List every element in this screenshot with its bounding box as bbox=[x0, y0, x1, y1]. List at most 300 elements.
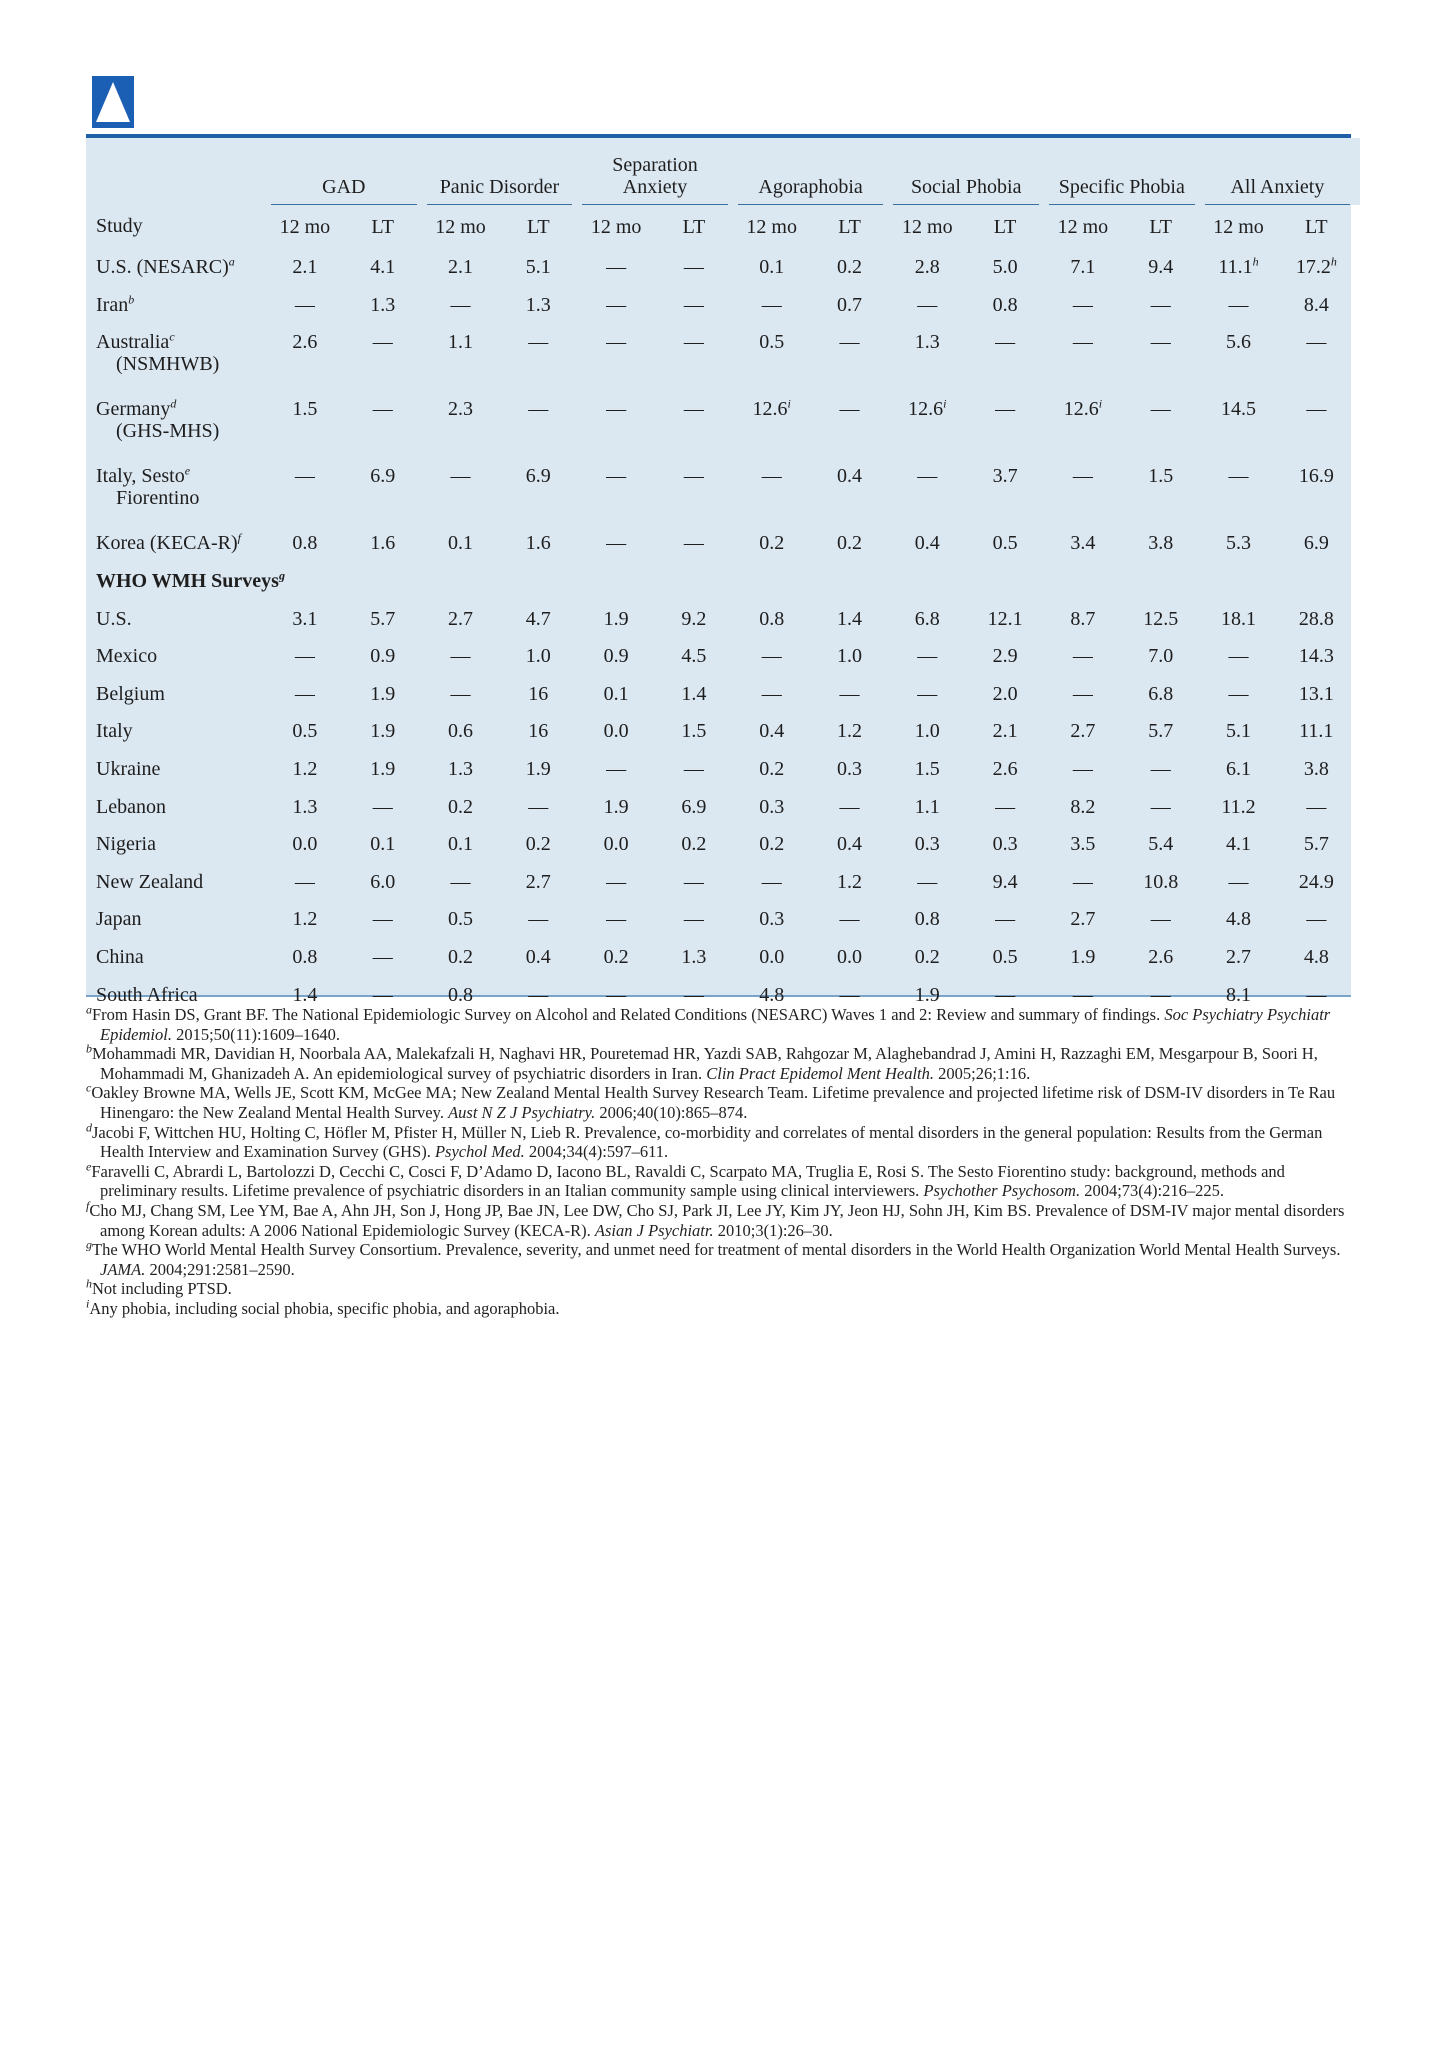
value-cell bbox=[655, 751, 733, 789]
cell-value: 12.5 bbox=[1143, 607, 1179, 630]
cell-value: — bbox=[294, 465, 315, 488]
footnote-mark: b bbox=[128, 292, 135, 307]
cell-value: 2.1 bbox=[992, 720, 1018, 743]
cell-value: — bbox=[683, 465, 704, 488]
value-cell bbox=[811, 638, 889, 676]
cell-value: — bbox=[606, 256, 627, 279]
footnote-tail: 2006;40(10):865–874. bbox=[595, 1102, 748, 1122]
cell-value: 6.9 bbox=[1303, 532, 1329, 555]
value-cell bbox=[344, 788, 422, 826]
value-cell bbox=[811, 751, 889, 789]
cell-value: 7.0 bbox=[1148, 645, 1174, 668]
cell-value: — bbox=[528, 908, 549, 931]
footnote-item bbox=[86, 1041, 1356, 1083]
footnote-text: Faravelli C, Abrardi L, Bartolozzi D, Cecchi C, Cosci F, D’Adamo D, Iacono BL, Ravaldi C, Scarpato MA, Truglia E, Rosi S. The Sesto Fiorentino study: background, methods and preliminary results. Lifetime prevalence of psychiatric disorders in an Italian community sample using clinical interviewers. bbox=[91, 1161, 1285, 1201]
cell-value: — bbox=[1072, 331, 1093, 354]
value-cell bbox=[655, 324, 733, 391]
value-cell bbox=[422, 287, 500, 325]
value-cell bbox=[811, 525, 889, 563]
study-cell bbox=[86, 391, 266, 458]
value-cell bbox=[266, 600, 344, 638]
value-cell bbox=[266, 525, 344, 563]
value-cell bbox=[1200, 525, 1278, 563]
cell-value: — bbox=[528, 331, 549, 354]
cell-value: 13.1 bbox=[1298, 682, 1334, 705]
cell-value: — bbox=[606, 758, 627, 781]
value-cell bbox=[1277, 600, 1355, 638]
cell-value: 0.5 bbox=[992, 532, 1018, 555]
value-cell bbox=[422, 713, 500, 751]
value-cell bbox=[811, 864, 889, 902]
cell-value: — bbox=[761, 682, 782, 705]
value-cell bbox=[499, 391, 577, 458]
cell-value: 1.9 bbox=[1070, 946, 1096, 969]
value-cell bbox=[1277, 249, 1355, 287]
table-row bbox=[86, 713, 1355, 751]
value-cell bbox=[811, 826, 889, 864]
cell-value: 0.4 bbox=[759, 720, 785, 743]
study-cell bbox=[86, 287, 266, 325]
cell-value: 0.7 bbox=[837, 293, 862, 316]
value-cell bbox=[1122, 751, 1200, 789]
footnote-text: Cho MJ, Chang SM, Lee YM, Bae A, Ahn JH, Son J, Hong JP, Bae JN, Lee DW, Cho SJ, Park JI, Lee JY, Kim JY, Jeon HJ, Sohn JH, Kim BS. Prevalence of DSM-IV major mental disorders among Korean adults: A 2006 National Epidemiologic Survey (KECA-R). bbox=[89, 1200, 1345, 1240]
cell-value: — bbox=[995, 795, 1016, 818]
cell-value: 1.9 bbox=[914, 983, 940, 1006]
cell-value: 5.4 bbox=[1148, 833, 1174, 856]
subheader-12mo: 12 mo bbox=[1213, 215, 1264, 238]
study-cell bbox=[86, 324, 266, 391]
cell-value: — bbox=[917, 645, 938, 668]
value-cell bbox=[966, 901, 1044, 939]
cell-value: 0.8 bbox=[447, 983, 473, 1006]
cell-value: 4.8 bbox=[759, 983, 785, 1006]
value-cell bbox=[499, 287, 577, 325]
study-name: Iran bbox=[96, 293, 129, 316]
table-row bbox=[86, 525, 1355, 563]
study-name: Lebanon bbox=[96, 795, 166, 818]
cell-value: 2.8 bbox=[914, 256, 940, 279]
section-row bbox=[86, 563, 1355, 601]
value-cell bbox=[888, 458, 966, 525]
study-cell bbox=[86, 826, 266, 864]
subheader-12mo: 12 mo bbox=[1057, 215, 1109, 238]
cell-value: 28.8 bbox=[1298, 607, 1334, 630]
footnote-mark: i bbox=[943, 396, 947, 411]
cell-value: 4.7 bbox=[525, 607, 551, 630]
value-cell bbox=[577, 788, 655, 826]
cell-value: — bbox=[839, 908, 860, 931]
cell-value: 1.6 bbox=[525, 532, 551, 555]
value-cell bbox=[422, 864, 500, 902]
value-cell bbox=[733, 939, 811, 977]
section-label: WHO WMH Surveys bbox=[96, 570, 279, 593]
value-cell bbox=[811, 600, 889, 638]
table-row bbox=[86, 600, 1355, 638]
value-cell bbox=[811, 287, 889, 325]
cell-value: 1.9 bbox=[370, 682, 396, 705]
value-cell bbox=[266, 788, 344, 826]
value-cell bbox=[266, 287, 344, 325]
value-cell bbox=[966, 324, 1044, 391]
value-cell bbox=[577, 939, 655, 977]
cell-value: 1.3 bbox=[447, 758, 473, 781]
cell-value: — bbox=[372, 946, 393, 969]
footnote-journal: Psychol Med. bbox=[434, 1142, 525, 1162]
cell-value: 16.9 bbox=[1298, 465, 1334, 488]
table-body bbox=[86, 249, 1355, 1014]
value-cell bbox=[1277, 287, 1355, 325]
value-cell bbox=[733, 864, 811, 902]
value-cell bbox=[266, 826, 344, 864]
cell-value: — bbox=[1306, 908, 1327, 931]
cell-value: — bbox=[683, 331, 704, 354]
table-row bbox=[86, 826, 1355, 864]
value-cell bbox=[577, 864, 655, 902]
value-cell bbox=[811, 788, 889, 826]
value-cell bbox=[733, 713, 811, 751]
value-cell bbox=[1277, 788, 1355, 826]
value-cell bbox=[733, 676, 811, 714]
cell-value: — bbox=[683, 256, 704, 279]
value-cell bbox=[1122, 525, 1200, 563]
value-cell bbox=[1122, 676, 1200, 714]
value-cell bbox=[1200, 600, 1278, 638]
value-cell bbox=[1200, 324, 1278, 391]
cell-value: 0.0 bbox=[603, 833, 629, 856]
value-cell bbox=[422, 788, 500, 826]
cell-value: 17.2 bbox=[1295, 256, 1331, 279]
table-row bbox=[86, 324, 1355, 391]
cell-value: 5.7 bbox=[1303, 833, 1329, 856]
table-row bbox=[86, 788, 1355, 826]
cell-value: 2.7 bbox=[447, 607, 473, 630]
cell-value: 0.2 bbox=[603, 946, 629, 969]
cell-value: 0.2 bbox=[447, 946, 473, 969]
value-cell bbox=[1277, 864, 1355, 902]
cell-value: — bbox=[761, 870, 782, 893]
chapter-logo-icon bbox=[92, 76, 134, 128]
cell-value: 5.1 bbox=[1226, 720, 1251, 743]
study-name: Australia bbox=[96, 331, 170, 354]
cell-value: 1.6 bbox=[370, 532, 396, 555]
cell-value: 0.1 bbox=[759, 256, 785, 279]
footnote-item bbox=[86, 1237, 1356, 1279]
cell-value: — bbox=[1150, 983, 1171, 1006]
footnote-mark: h bbox=[1252, 254, 1259, 269]
subheader-lt: LT bbox=[1149, 215, 1173, 238]
footnote-tail: 2004;73(4):216–225. bbox=[1080, 1181, 1225, 1201]
cell-value: 16 bbox=[528, 682, 549, 705]
value-cell bbox=[733, 751, 811, 789]
cell-value: 1.2 bbox=[837, 870, 862, 893]
cell-value: — bbox=[995, 908, 1016, 931]
cell-value: 0.0 bbox=[292, 833, 318, 856]
subheader-12mo: 12 mo bbox=[746, 215, 797, 238]
cell-value: 7.1 bbox=[1070, 256, 1096, 279]
cell-value: — bbox=[606, 532, 627, 555]
value-cell bbox=[422, 676, 500, 714]
cell-value: 1.5 bbox=[1148, 465, 1174, 488]
subheader-12mo: 12 mo bbox=[590, 215, 642, 238]
subheader-lt: LT bbox=[993, 215, 1017, 238]
table-row bbox=[86, 939, 1355, 977]
cell-value: 3.8 bbox=[1148, 532, 1174, 555]
value-cell bbox=[577, 676, 655, 714]
study-name: China bbox=[96, 946, 144, 969]
footnote-journal: Psychother Psychosom. bbox=[923, 1181, 1081, 1201]
value-cell bbox=[1277, 391, 1355, 458]
value-cell bbox=[499, 676, 577, 714]
value-cell bbox=[1122, 901, 1200, 939]
value-cell bbox=[499, 638, 577, 676]
value-cell bbox=[733, 901, 811, 939]
value-cell bbox=[1044, 324, 1122, 391]
cell-value: — bbox=[606, 293, 627, 316]
cell-value: 14.5 bbox=[1221, 398, 1256, 421]
cell-value: 0.4 bbox=[525, 946, 551, 969]
value-cell bbox=[499, 458, 577, 525]
cell-value: 1.3 bbox=[525, 293, 551, 316]
cell-value: 0.0 bbox=[759, 946, 785, 969]
value-cell bbox=[655, 788, 733, 826]
table-row bbox=[86, 391, 1355, 458]
cell-value: — bbox=[372, 908, 393, 931]
cell-value: 3.1 bbox=[292, 607, 318, 630]
value-cell bbox=[1122, 249, 1200, 287]
value-cell bbox=[577, 249, 655, 287]
cell-value: 1.3 bbox=[914, 331, 940, 354]
footnote-mark: i bbox=[787, 396, 791, 411]
footnote-mark: b bbox=[86, 1041, 92, 1056]
value-cell bbox=[344, 391, 422, 458]
cell-value: 0.5 bbox=[759, 331, 785, 354]
footnote-tail: 2010;3(1):26–30. bbox=[713, 1220, 833, 1240]
cell-value: — bbox=[450, 682, 471, 705]
subheader-12mo: 12 mo bbox=[279, 215, 331, 238]
cell-value: — bbox=[450, 870, 471, 893]
cell-value: — bbox=[995, 331, 1016, 354]
cell-value: — bbox=[372, 983, 393, 1006]
footnote-item bbox=[86, 1296, 1356, 1319]
value-cell bbox=[1277, 826, 1355, 864]
study-cell bbox=[86, 939, 266, 977]
cell-value: 4.8 bbox=[1226, 908, 1251, 931]
cell-value: 12.1 bbox=[987, 607, 1023, 630]
cell-value: 16 bbox=[528, 720, 549, 743]
cell-value: 4.1 bbox=[370, 256, 396, 279]
value-cell bbox=[888, 713, 966, 751]
value-cell bbox=[888, 864, 966, 902]
value-cell bbox=[1044, 600, 1122, 638]
value-cell bbox=[266, 391, 344, 458]
cell-value: 0.3 bbox=[914, 833, 940, 856]
study-name-line2: (NSMHWB) bbox=[116, 353, 220, 376]
value-cell bbox=[1122, 458, 1200, 525]
study-cell bbox=[86, 788, 266, 826]
value-cell bbox=[577, 751, 655, 789]
table-row bbox=[86, 864, 1355, 902]
table-row bbox=[86, 901, 1355, 939]
footnote-mark: e bbox=[184, 463, 191, 478]
value-cell bbox=[266, 939, 344, 977]
value-cell bbox=[655, 713, 733, 751]
cell-value: — bbox=[606, 870, 627, 893]
cell-value: 2.1 bbox=[447, 256, 473, 279]
value-cell bbox=[422, 751, 500, 789]
cell-value: 6.9 bbox=[370, 465, 396, 488]
cell-value: — bbox=[1072, 983, 1093, 1006]
value-cell bbox=[1200, 826, 1278, 864]
value-cell bbox=[811, 713, 889, 751]
value-cell bbox=[499, 713, 577, 751]
cell-value: — bbox=[294, 645, 315, 668]
value-cell bbox=[1044, 676, 1122, 714]
cell-value: 1.9 bbox=[525, 758, 551, 781]
value-cell bbox=[1044, 525, 1122, 563]
study-name: Italy, Sesto bbox=[96, 465, 185, 488]
value-cell bbox=[811, 458, 889, 525]
cell-value: 11.1 bbox=[1299, 720, 1334, 743]
cell-value: 2.3 bbox=[447, 398, 473, 421]
footnote-journal: Clin Pract Epidemol Ment Health. bbox=[706, 1063, 934, 1083]
value-cell bbox=[1122, 324, 1200, 391]
cell-value: 0.2 bbox=[759, 833, 785, 856]
footnote-mark: e bbox=[86, 1159, 92, 1174]
value-cell bbox=[733, 458, 811, 525]
cell-value: 0.8 bbox=[914, 908, 940, 931]
footnote-journal: Soc Psychiatry Psychiatr Epidemiol. bbox=[100, 1005, 1331, 1044]
value-cell bbox=[733, 287, 811, 325]
cell-value: 3.8 bbox=[1303, 758, 1329, 781]
value-cell bbox=[966, 826, 1044, 864]
value-cell bbox=[966, 939, 1044, 977]
value-cell bbox=[966, 525, 1044, 563]
cell-value: 12.6 bbox=[1063, 398, 1099, 421]
value-cell bbox=[1200, 751, 1278, 789]
value-cell bbox=[811, 901, 889, 939]
cell-value: 3.4 bbox=[1070, 532, 1096, 555]
cell-value: 6.9 bbox=[525, 465, 551, 488]
subheader-lt: LT bbox=[682, 215, 706, 238]
cell-value: 5.1 bbox=[525, 256, 551, 279]
cell-value: 0.0 bbox=[837, 946, 862, 969]
value-cell bbox=[733, 600, 811, 638]
cell-value: — bbox=[1306, 331, 1327, 354]
value-cell bbox=[422, 391, 500, 458]
cell-value: 5.6 bbox=[1226, 331, 1251, 354]
value-cell bbox=[1122, 287, 1200, 325]
cell-value: — bbox=[1072, 293, 1093, 316]
value-cell bbox=[1200, 939, 1278, 977]
value-cell bbox=[422, 939, 500, 977]
value-cell bbox=[966, 458, 1044, 525]
value-cell bbox=[1200, 249, 1278, 287]
subheader-12mo: 12 mo bbox=[435, 215, 486, 238]
value-cell bbox=[344, 249, 422, 287]
cell-value: — bbox=[683, 293, 704, 316]
cell-value: 0.0 bbox=[603, 720, 629, 743]
value-cell bbox=[888, 826, 966, 864]
value-cell bbox=[1044, 713, 1122, 751]
cell-value: 5.0 bbox=[992, 256, 1018, 279]
value-cell bbox=[888, 525, 966, 563]
footnote-mark: g bbox=[86, 1237, 92, 1252]
value-cell bbox=[266, 324, 344, 391]
cell-value: — bbox=[294, 870, 315, 893]
value-cell bbox=[733, 788, 811, 826]
value-cell bbox=[888, 600, 966, 638]
study-cell bbox=[86, 600, 266, 638]
value-cell bbox=[1044, 287, 1122, 325]
value-cell bbox=[1277, 458, 1355, 525]
footnote-text: Any phobia, including social phobia, specific phobia, and agoraphobia. bbox=[89, 1298, 560, 1318]
cell-value: 2.6 bbox=[992, 758, 1018, 781]
value-cell bbox=[1044, 864, 1122, 902]
value-cell bbox=[1200, 458, 1278, 525]
study-name: Ukraine bbox=[96, 758, 161, 781]
cell-value: 1.9 bbox=[370, 758, 396, 781]
cell-value: — bbox=[1228, 465, 1249, 488]
cell-value: 0.4 bbox=[914, 532, 940, 555]
cell-value: — bbox=[606, 983, 627, 1006]
value-cell bbox=[655, 525, 733, 563]
cell-value: 0.3 bbox=[759, 795, 785, 818]
study-cell bbox=[86, 638, 266, 676]
cell-value: 5.7 bbox=[370, 607, 396, 630]
value-cell bbox=[1277, 751, 1355, 789]
cell-value: — bbox=[450, 465, 471, 488]
value-cell bbox=[499, 249, 577, 287]
cell-value: — bbox=[1150, 908, 1171, 931]
value-cell bbox=[499, 864, 577, 902]
cell-value: — bbox=[683, 398, 704, 421]
value-cell bbox=[1200, 788, 1278, 826]
cell-value: — bbox=[683, 908, 704, 931]
cell-value: 4.1 bbox=[1226, 833, 1251, 856]
group-header-panic-disorder: Panic Disorder bbox=[422, 138, 578, 205]
group-header-all-anxiety: All Anxiety bbox=[1200, 138, 1356, 205]
value-cell bbox=[888, 638, 966, 676]
cell-value: — bbox=[528, 398, 549, 421]
value-cell bbox=[344, 713, 422, 751]
value-cell bbox=[577, 458, 655, 525]
value-cell bbox=[811, 939, 889, 977]
value-cell bbox=[344, 525, 422, 563]
subheader-lt: LT bbox=[838, 215, 861, 238]
value-cell bbox=[888, 324, 966, 391]
study-name: New Zealand bbox=[96, 870, 204, 893]
cell-value: — bbox=[1072, 758, 1093, 781]
footnote-mark: i bbox=[1098, 396, 1103, 411]
cell-value: 0.5 bbox=[992, 946, 1018, 969]
value-cell bbox=[422, 458, 500, 525]
value-cell bbox=[1200, 901, 1278, 939]
cell-value: 0.8 bbox=[759, 607, 785, 630]
footnote-mark: h bbox=[86, 1276, 92, 1291]
cell-value: 6.9 bbox=[681, 795, 707, 818]
cell-value: — bbox=[683, 758, 704, 781]
value-cell bbox=[1200, 638, 1278, 676]
cell-value: — bbox=[1228, 645, 1249, 668]
footnote-item bbox=[86, 1002, 1356, 1044]
value-cell bbox=[966, 638, 1044, 676]
cell-value: 14.3 bbox=[1298, 645, 1334, 668]
cell-value: 0.3 bbox=[759, 908, 785, 931]
value-cell bbox=[266, 249, 344, 287]
value-cell bbox=[655, 864, 733, 902]
footnote-mark: d bbox=[170, 396, 177, 411]
value-cell bbox=[422, 600, 500, 638]
